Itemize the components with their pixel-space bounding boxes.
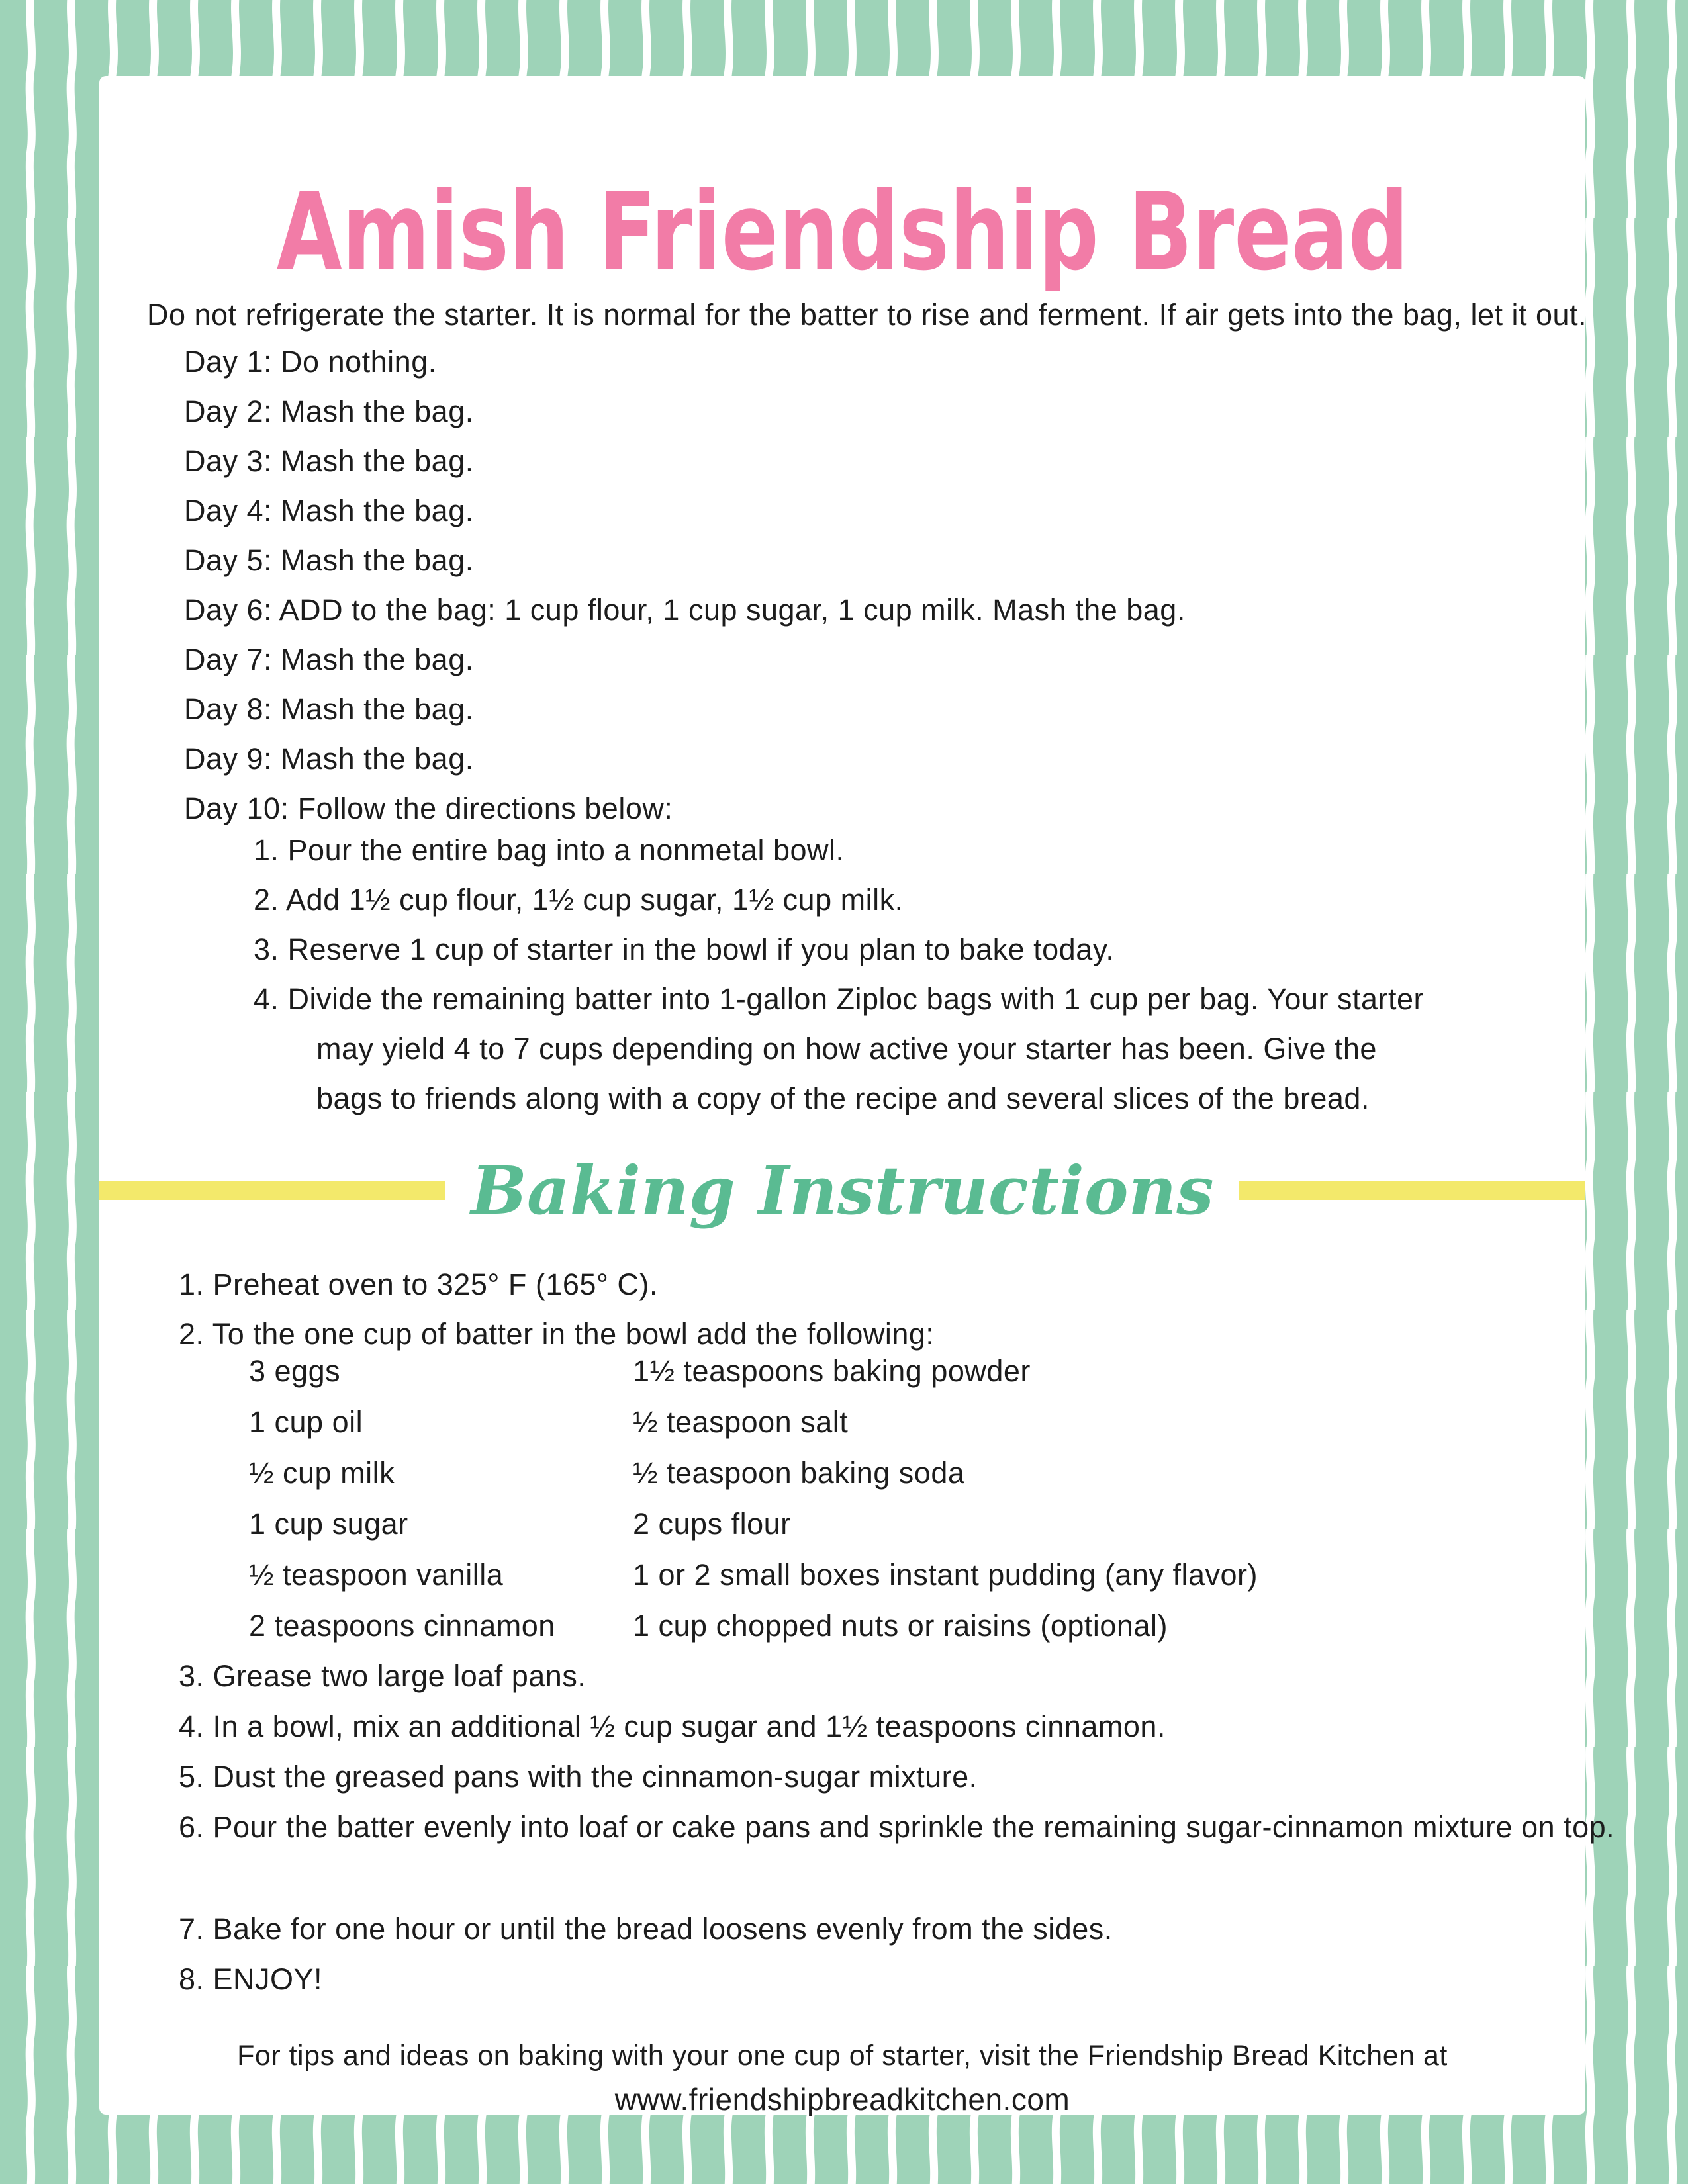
starter-day-item: Day 7: Mash the bag. [184, 643, 474, 676]
baking-instructions-heading-row [99, 1134, 1585, 1248]
starter-day-list [184, 337, 1186, 833]
ingredient-column-right [633, 1345, 1258, 1651]
ingredient-column-left [249, 1345, 555, 1651]
baking-step: 3. Grease two large loaf pans. [179, 1659, 586, 1693]
starter-day-item: Day 10: Follow the directions below: [184, 792, 673, 825]
ingredient-item: ½ teaspoon vanilla [249, 1558, 504, 1592]
starter-day-item: Day 5: Mash the bag. [184, 543, 474, 577]
ingredient-item: 1 cup oil [249, 1405, 363, 1439]
baking-step: 4. In a bowl, mix an additional ½ cup sugar and 1½ teaspoons cinnamon. [179, 1709, 1166, 1743]
ingredient-item: ½ teaspoon baking soda [633, 1456, 965, 1490]
ingredient-item: 2 cups flour [633, 1507, 791, 1541]
footer-website-url: www.friendshipbreadkitchen.com [614, 2082, 1070, 2116]
starter-day-item: Day 9: Mash the bag. [184, 742, 474, 776]
ingredient-item: 1 cup chopped nuts or raisins (optional) [633, 1609, 1168, 1643]
day10-substep-list [254, 825, 1445, 1123]
page-title-text: Amish Friendship Bread [276, 169, 1409, 295]
baking-step: 7. Bake for one hour or until the bread loosens evenly from the sides. [179, 1912, 1113, 1946]
recipe-card [99, 76, 1615, 2116]
starter-day-item: Day 6: ADD to the bag: 1 cup flour, 1 cup sugar, 1 cup milk. Mash the bag. [184, 593, 1186, 627]
day10-substep: 4. Divide the remaining batter into 1-gallon Ziploc bags with 1 cup per bag. Your starter may yield 4 to 7 cups depending on how active your starter has been. Give the bags to friends along with a copy of the recipe and several slices of the bread. [254, 982, 1424, 1115]
starter-day-item: Day 8: Mash the bag. [184, 692, 474, 726]
yellow-divider-right [1239, 1181, 1585, 1200]
baking-step: 5. Dust the greased pans with the cinnamon-sugar mixture. [179, 1760, 978, 1794]
ingredient-item: 1½ teaspoons baking powder [633, 1354, 1031, 1388]
intro-note: Do not refrigerate the starter. It is normal for the batter to rise and ferment. If air gets into the bag, let it out. [147, 298, 1587, 332]
starter-day-item: Day 3: Mash the bag. [184, 444, 474, 478]
ingredient-item: 1 cup sugar [249, 1507, 408, 1541]
starter-day-item: Day 2: Mash the bag. [184, 394, 474, 428]
footer-note: For tips and ideas on baking with your one cup of starter, visit the Friendship Bread Kitchen at [237, 2040, 1448, 2071]
yellow-divider-left [99, 1181, 445, 1200]
baking-step: 2. To the one cup of batter in the bowl add the following: [179, 1317, 935, 1351]
ingredient-item: ½ cup milk [249, 1456, 395, 1490]
ingredient-item: 3 eggs [249, 1354, 341, 1388]
baking-step: 8. ENJOY! [179, 1962, 323, 1996]
day10-substep: 2. Add 1½ cup flour, 1½ cup sugar, 1½ cup milk. [254, 883, 904, 917]
ingredient-item: 1 or 2 small boxes instant pudding (any flavor) [633, 1558, 1258, 1592]
ingredient-item: 2 teaspoons cinnamon [249, 1609, 555, 1643]
day10-substep: 1. Pour the entire bag into a nonmetal bowl. [254, 833, 845, 867]
baking-step: 1. Preheat oven to 325° F (165° C). [179, 1267, 658, 1301]
baking-instructions-heading: Baking Instructions [471, 1152, 1214, 1230]
page-title [99, 168, 1585, 297]
baking-step: 6. Pour the batter evenly into loaf or cake pans and sprinkle the remaining sugar-cinnamon mixture on top. [179, 1810, 1615, 1844]
starter-day-item: Day 4: Mash the bag. [184, 494, 474, 527]
day10-substep: 3. Reserve 1 cup of starter in the bowl if you plan to bake today. [254, 933, 1115, 966]
starter-day-item: Day 1: Do nothing. [184, 345, 437, 379]
ingredient-item: ½ teaspoon salt [633, 1405, 849, 1439]
